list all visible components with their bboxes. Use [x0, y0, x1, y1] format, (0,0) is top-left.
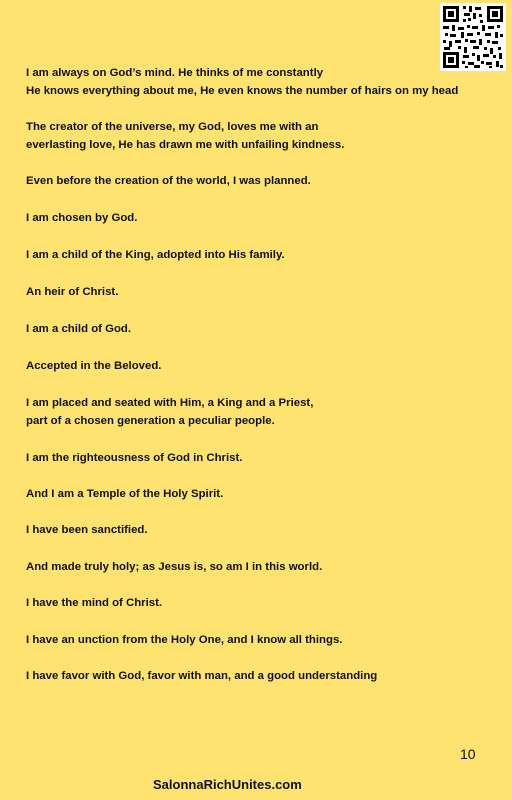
affirmation-paragraph	[26, 394, 486, 430]
affirmation-line: I am placed and seated with Him, a King and a Priest,	[26, 397, 314, 409]
affirmation-line: And made truly holy; as Jesus is, so am I in this world.	[26, 561, 323, 573]
affirmation-paragraph	[26, 631, 486, 649]
affirmation-paragraph	[26, 283, 486, 301]
affirmation-line: Even before the creation of the world, I was planned.	[26, 175, 311, 187]
affirmation-paragraph	[26, 594, 486, 612]
footer-website: SalonnaRichUnites.com	[153, 777, 302, 792]
affirmation-line: I am the righteousness of God in Christ.	[26, 452, 243, 464]
affirmation-paragraph	[26, 667, 486, 685]
affirmation-line: part of a chosen generation a peculiar people.	[26, 415, 275, 427]
affirmation-line: An heir of Christ.	[26, 286, 119, 298]
affirmation-line: He knows everything about me, He even knows the number of hairs on my head	[26, 85, 459, 97]
affirmation-line: I am a child of the King, adopted into His family.	[26, 249, 285, 261]
affirmation-line: Accepted in the Beloved.	[26, 360, 162, 372]
affirmation-line: The creator of the universe, my God, loves me with an	[26, 121, 319, 133]
affirmation-line: everlasting love, He has drawn me with unfailing kindness.	[26, 139, 345, 151]
page-number: 10	[460, 746, 476, 762]
affirmation-line: I have the mind of Christ.	[26, 597, 163, 609]
affirmation-paragraph	[26, 209, 486, 227]
affirmation-paragraph	[26, 64, 486, 100]
affirmation-paragraph	[26, 357, 486, 375]
affirmation-paragraph	[26, 246, 486, 264]
affirmation-line: I am a child of God.	[26, 323, 132, 335]
affirmation-paragraph	[26, 521, 486, 539]
affirmation-line: I have an unction from the Holy One, and I know all things.	[26, 634, 343, 646]
affirmation-paragraph	[26, 320, 486, 338]
affirmation-line: I have favor with God, favor with man, and a good understanding	[26, 670, 378, 682]
affirmation-paragraph	[26, 485, 486, 503]
affirmation-paragraph	[26, 118, 486, 154]
affirmation-line: And I am a Temple of the Holy Spirit.	[26, 488, 224, 500]
qr-code-graphic	[440, 3, 506, 71]
affirmation-paragraph	[26, 172, 486, 190]
affirmation-line: I am always on God’s mind. He thinks of me constantly	[26, 67, 324, 79]
affirmation-list	[26, 64, 486, 685]
affirmation-paragraph	[26, 449, 486, 467]
qr-code-icon[interactable]	[440, 3, 506, 71]
affirmation-line: I am chosen by God.	[26, 212, 138, 224]
affirmation-paragraph	[26, 558, 486, 576]
affirmation-line: I have been sanctified.	[26, 524, 148, 536]
